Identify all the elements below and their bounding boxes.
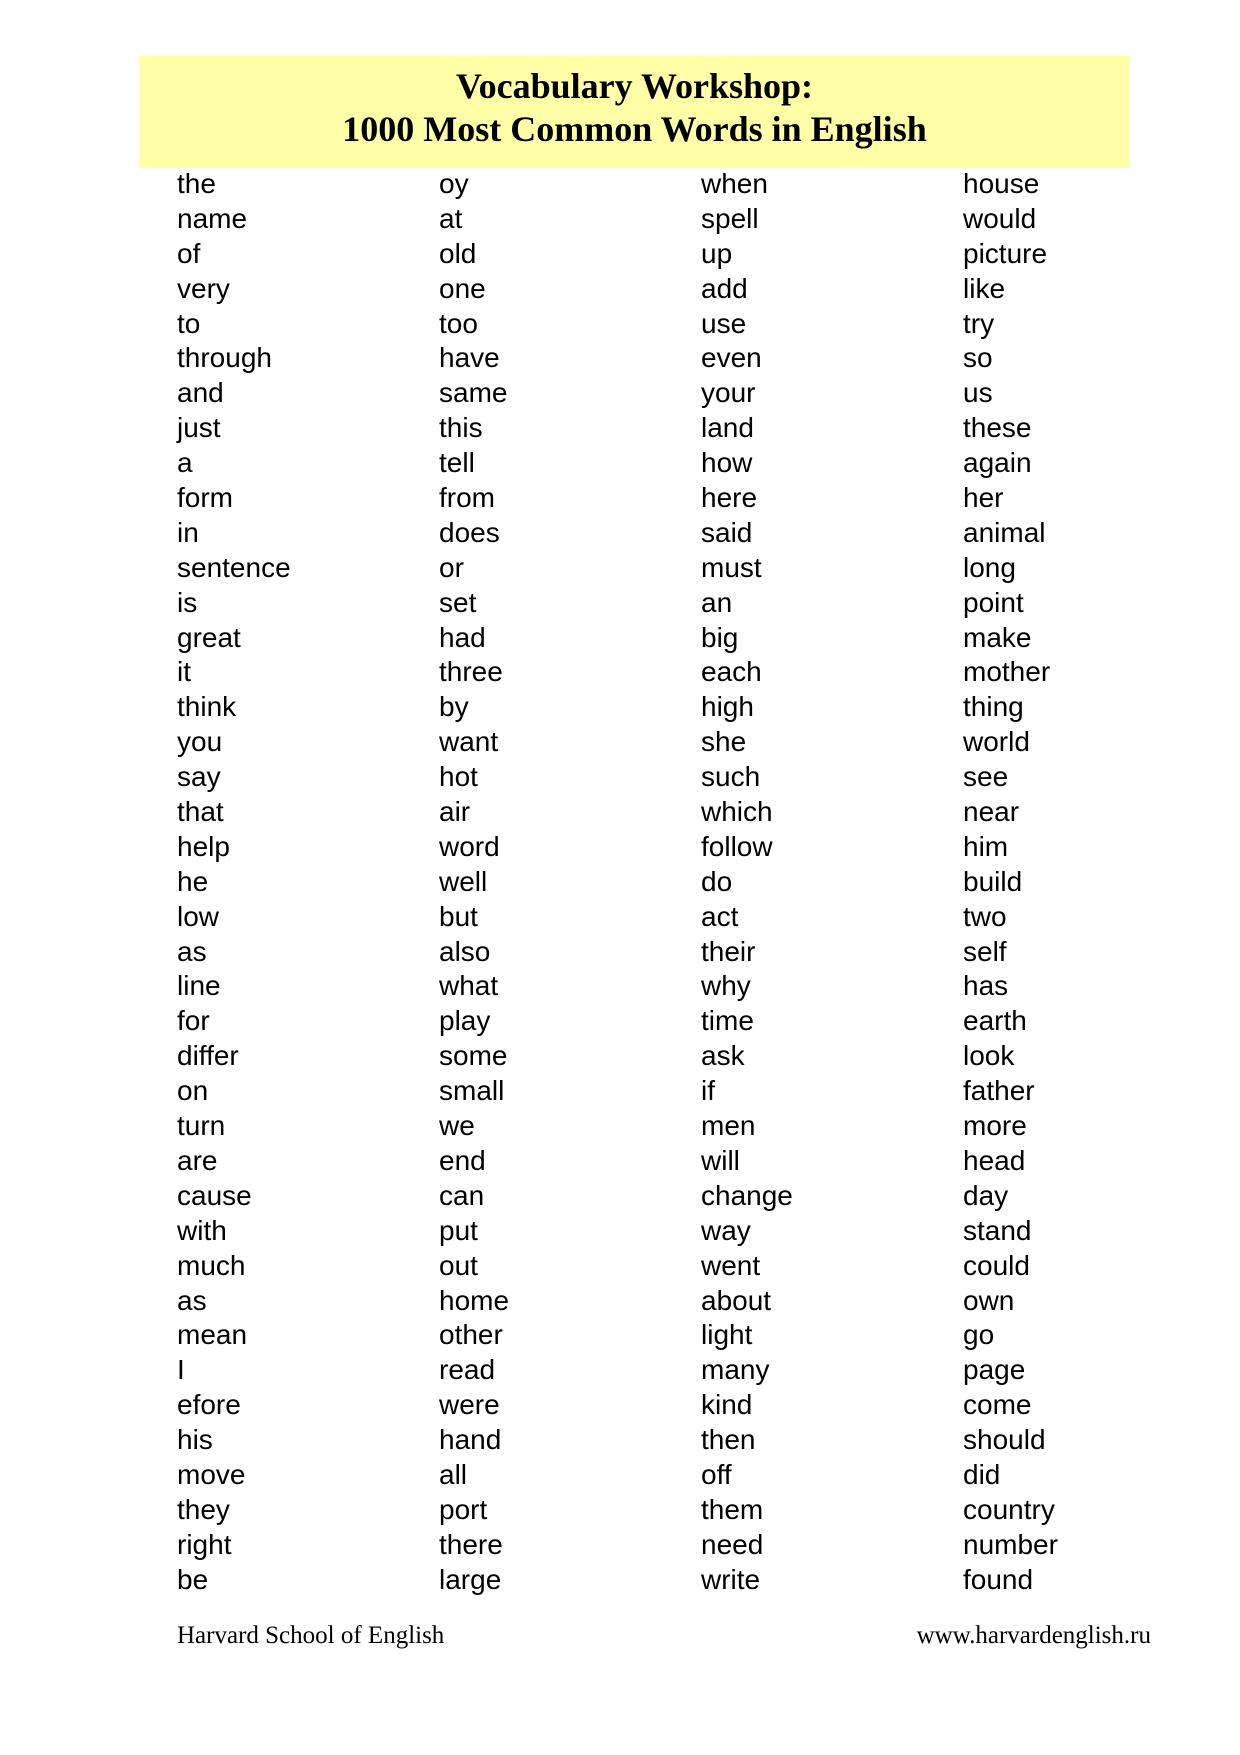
word-item: hot (439, 761, 478, 793)
word-item: differ (177, 1040, 239, 1072)
word-item: on (177, 1075, 209, 1107)
word-item: by (439, 691, 469, 723)
word-item: long (963, 551, 1016, 583)
word-item: form (177, 482, 233, 514)
word-item: earth (963, 1005, 1027, 1037)
word-column-1 (177, 167, 291, 1598)
word-item: went (701, 1249, 761, 1281)
word-item: use (701, 307, 747, 339)
word-column-4 (963, 167, 1058, 1598)
word-item: more (963, 1110, 1027, 1142)
word-item: name (177, 202, 248, 234)
word-item: small (439, 1075, 505, 1107)
word-item: your (701, 377, 756, 409)
word-item: so (963, 342, 993, 374)
word-item: through (177, 342, 272, 374)
word-item: day (963, 1179, 1009, 1211)
word-item: large (439, 1563, 502, 1595)
word-item: two (963, 900, 1007, 932)
word-item: like (963, 272, 1006, 304)
word-item: it (177, 656, 191, 688)
word-item: build (963, 865, 1023, 897)
word-item: look (963, 1040, 1015, 1072)
word-item: old (439, 237, 477, 269)
word-item: line (177, 970, 221, 1002)
word-item: is (177, 586, 198, 618)
word-item: hand (439, 1424, 502, 1456)
word-item: out (439, 1249, 478, 1281)
word-item: would (963, 202, 1037, 234)
word-item: again (963, 447, 1032, 479)
word-item: to (177, 307, 201, 339)
word-item: too (439, 307, 478, 339)
word-item: up (701, 237, 733, 269)
word-item: head (963, 1144, 1026, 1176)
word-item: they (177, 1493, 230, 1525)
word-item: as (177, 1284, 207, 1316)
word-item: but (439, 900, 478, 932)
word-item: must (701, 551, 762, 583)
word-item: turn (177, 1110, 226, 1142)
word-item: I (177, 1354, 185, 1386)
word-item: do (701, 865, 733, 897)
word-item: said (701, 516, 753, 548)
word-item: other (439, 1319, 503, 1351)
word-item: end (439, 1144, 486, 1176)
word-item: then (701, 1424, 756, 1456)
word-item: many (701, 1354, 770, 1386)
word-item: him (963, 830, 1009, 862)
word-item: right (177, 1528, 232, 1560)
word-item: a (177, 447, 193, 479)
word-item: very (177, 272, 230, 304)
word-item: thing (963, 691, 1024, 723)
word-item: there (439, 1528, 503, 1560)
word-item: help (177, 830, 230, 862)
footer-school-name: Harvard School of English (177, 1622, 445, 1649)
word-item: self (963, 935, 1007, 967)
word-item: what (439, 970, 499, 1002)
word-item: time (701, 1005, 754, 1037)
word-item: had (439, 621, 486, 653)
word-item: come (963, 1389, 1032, 1421)
footer-website: www.harvardenglish.ru (916, 1622, 1151, 1649)
word-item: his (177, 1424, 213, 1456)
word-item: we (439, 1110, 475, 1142)
word-item: as (177, 935, 207, 967)
word-item: have (439, 342, 500, 374)
word-item: mother (963, 656, 1051, 688)
word-item: found (963, 1563, 1034, 1595)
word-item: say (177, 761, 221, 793)
word-item: an (701, 586, 733, 618)
word-item: from (439, 482, 495, 514)
word-item: even (701, 342, 762, 374)
word-item: also (439, 935, 491, 967)
word-item: page (963, 1354, 1026, 1386)
word-item: be (177, 1563, 209, 1595)
word-item: need (701, 1528, 764, 1560)
word-item: were (439, 1389, 500, 1421)
title-line-1: Vocabulary Workshop: (455, 66, 814, 106)
word-item: he (177, 865, 209, 897)
word-item: try (963, 307, 995, 339)
word-item: if (701, 1075, 715, 1107)
word-item: change (701, 1179, 793, 1211)
word-item: can (439, 1179, 485, 1211)
word-item: air (439, 796, 471, 828)
word-column-3 (701, 167, 793, 1598)
title-banner (139, 56, 1130, 168)
word-item: this (439, 412, 483, 444)
word-item: why (701, 970, 751, 1002)
word-item: ask (701, 1040, 745, 1072)
word-item: point (963, 586, 1024, 618)
word-item: house (963, 168, 1040, 199)
word-item: you (177, 726, 223, 758)
word-item: think (177, 691, 237, 723)
word-item: cause (177, 1179, 252, 1211)
word-item: great (177, 621, 241, 653)
word-item: with (177, 1214, 227, 1246)
word-item: put (439, 1214, 478, 1246)
word-item: tell (439, 447, 475, 479)
word-item: men (701, 1110, 756, 1142)
word-item: read (439, 1354, 496, 1386)
word-item: make (963, 621, 1032, 653)
word-item: light (701, 1319, 753, 1351)
word-item: oy (439, 168, 469, 199)
word-item: well (439, 865, 488, 897)
word-item: number (963, 1528, 1058, 1560)
word-item: stand (963, 1214, 1032, 1246)
word-item: will (701, 1144, 740, 1176)
word-item: she (701, 726, 747, 758)
word-item: low (177, 900, 220, 932)
word-item: play (439, 1005, 491, 1037)
word-item: at (439, 202, 463, 234)
word-item: kind (701, 1389, 753, 1421)
word-item: father (963, 1075, 1035, 1107)
word-item: are (177, 1144, 218, 1176)
word-column-2 (439, 167, 509, 1598)
word-item: about (701, 1284, 772, 1316)
word-item: here (701, 482, 758, 514)
word-item: or (439, 551, 464, 583)
word-item: such (701, 761, 761, 793)
word-item: all (439, 1458, 468, 1490)
word-item: for (177, 1005, 210, 1037)
word-item: did (963, 1458, 1001, 1490)
word-item: high (701, 691, 754, 723)
word-item: much (177, 1249, 246, 1281)
word-item: sentence (177, 551, 291, 583)
word-item: should (963, 1424, 1046, 1456)
word-item: port (439, 1493, 488, 1525)
word-item: which (701, 796, 773, 828)
word-item: of (177, 237, 201, 269)
word-item: see (963, 761, 1009, 793)
word-item: add (701, 272, 748, 304)
word-item: go (963, 1319, 995, 1351)
word-item: country (963, 1493, 1055, 1525)
title-line-2: 1000 Most Common Words in English (342, 109, 927, 149)
word-item: her (963, 482, 1004, 514)
word-item: some (439, 1040, 508, 1072)
word-item: move (177, 1458, 246, 1490)
word-item: these (963, 412, 1032, 444)
word-item: when (701, 168, 768, 199)
word-item: same (439, 377, 508, 409)
word-item: own (963, 1284, 1015, 1316)
word-item: them (701, 1493, 764, 1525)
word-item: picture (963, 237, 1048, 269)
word-item: does (439, 516, 500, 548)
word-item: their (701, 935, 756, 967)
word-item: has (963, 970, 1009, 1002)
word-item: way (701, 1214, 751, 1246)
word-item: want (439, 726, 499, 758)
word-item: home (439, 1284, 510, 1316)
word-item: off (701, 1458, 732, 1490)
word-item: that (177, 796, 224, 828)
word-item: word (439, 830, 500, 862)
word-item: us (963, 377, 993, 409)
word-item: efore (177, 1389, 241, 1421)
word-item: follow (701, 830, 773, 862)
word-item: mean (177, 1319, 248, 1351)
word-item: three (439, 656, 503, 688)
word-item: world (963, 726, 1030, 758)
word-item: near (963, 796, 1020, 828)
word-item: act (701, 900, 739, 932)
word-item: the (177, 168, 216, 199)
word-item: land (701, 412, 754, 444)
word-item: in (177, 516, 199, 548)
word-item: each (701, 656, 762, 688)
word-item: how (701, 447, 753, 479)
word-item: set (439, 586, 477, 618)
word-item: animal (963, 516, 1046, 548)
word-item: and (177, 377, 224, 409)
word-item: big (701, 621, 739, 653)
word-item: spell (701, 202, 759, 234)
word-item: could (963, 1249, 1030, 1281)
word-item: just (177, 412, 221, 444)
word-item: write (701, 1563, 761, 1595)
word-item: one (439, 272, 486, 304)
word-columns (0, 167, 1240, 1607)
